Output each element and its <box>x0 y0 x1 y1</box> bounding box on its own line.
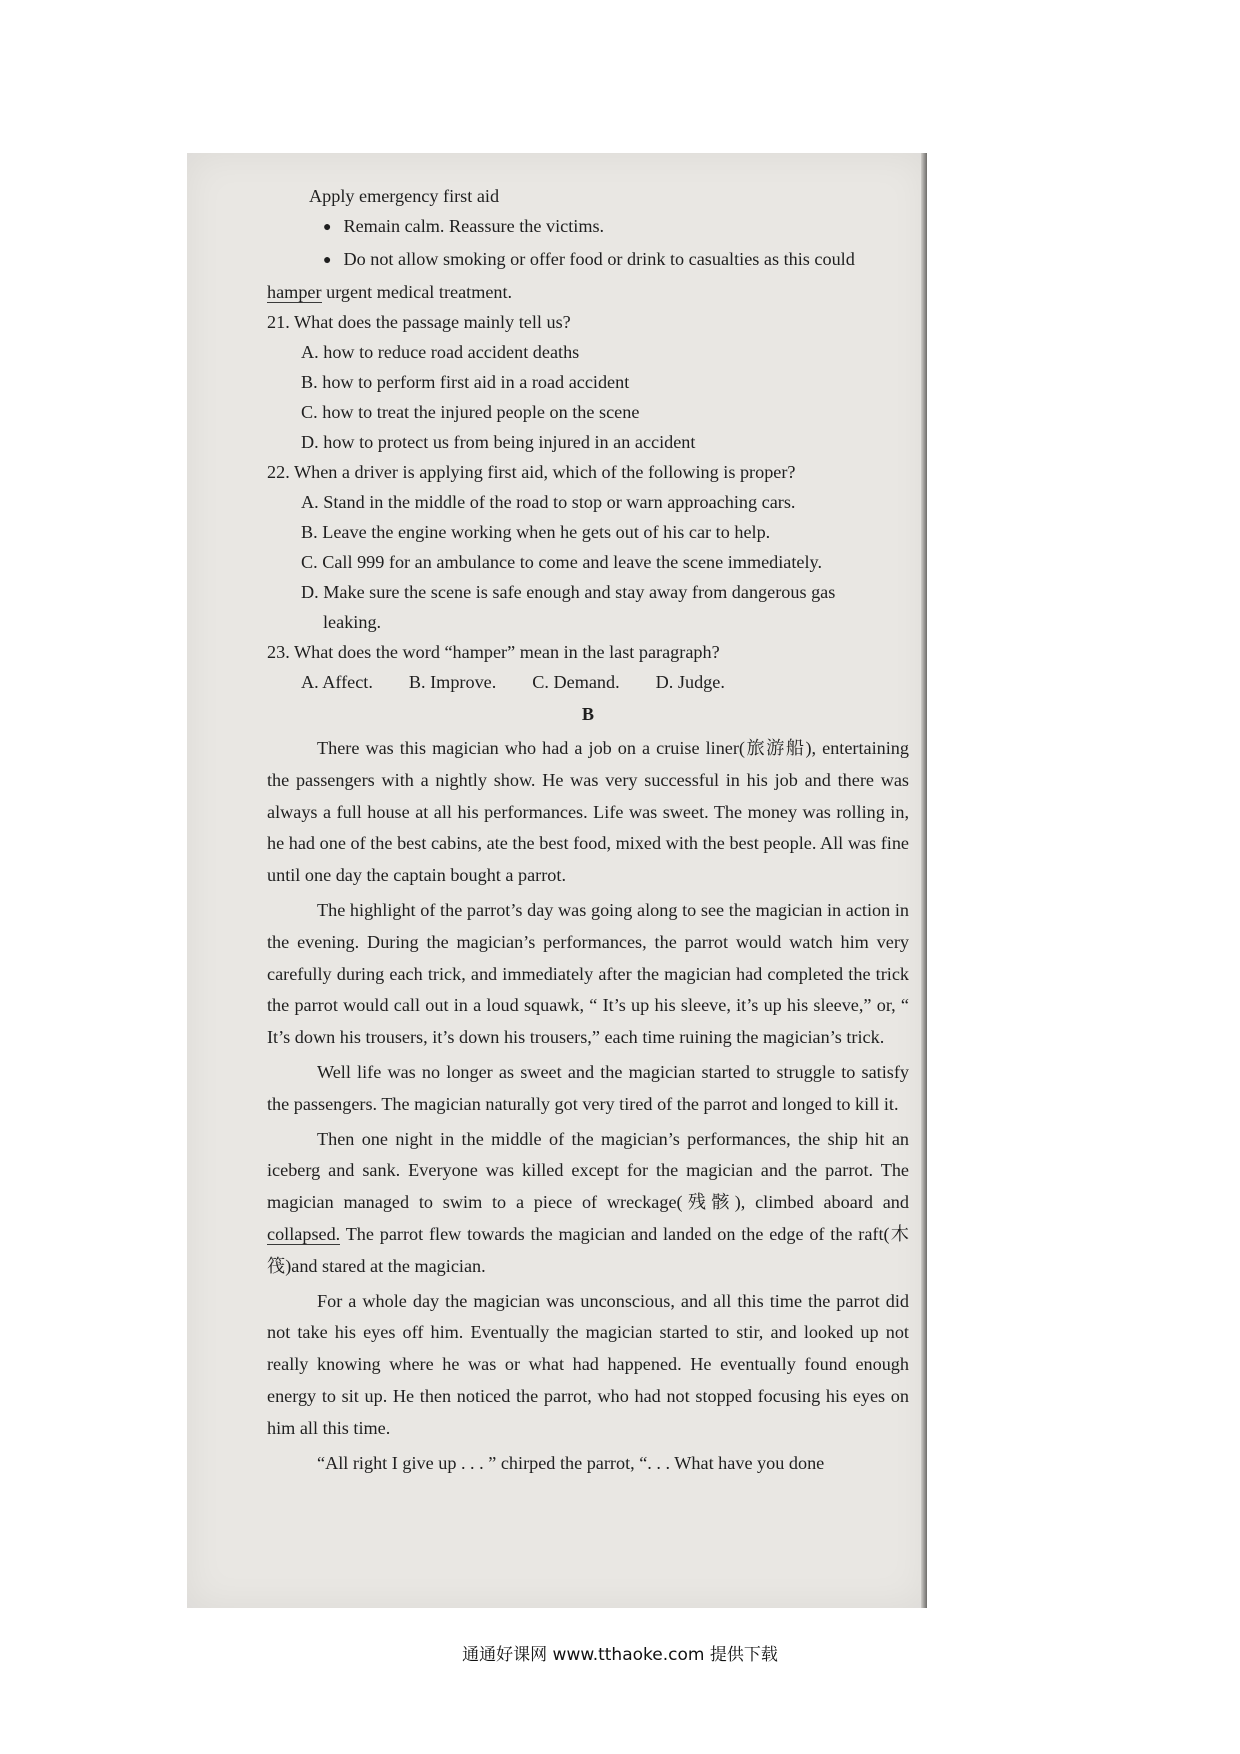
question-23-option-d: D. Judge. <box>655 672 725 692</box>
paragraph-4-end: The parrot flew towards the magician and landed on the edge of the raft(木筏)and stared at the magician. <box>267 1223 909 1276</box>
question-22-stem: 22. When a driver is applying first aid, which of the following is proper? <box>267 462 796 482</box>
passage-b-paragraph-5: For a whole day the magician was unconscious, and all this time the parrot did not take his eyes off him. Eventually the magician started to stir, and looked up not really knowing where he was or what had happened. He eventually found enough energy to sit up. He then noticed the parrot, who had not stopped focusing his eyes on him all this time. <box>267 1290 909 1438</box>
passage-b-paragraph-2: The highlight of the parrot’s day was going along to see the magician in action in the evening. During the magician’s performances, the parrot would watch him very carefully during each trick, and immediately after the magician had completed the trick the parrot would call out in a loud squawk, “ It’s up his sleeve, it’s up his sleeve,” or, “ It’s down his trousers, it’s down his trousers,” each time ruining the magician’s trick. <box>267 899 909 1048</box>
underlined-word-collapsed: collapsed. <box>267 1223 341 1244</box>
question-21-option-a: A. how to reduce road accident deaths <box>301 342 580 362</box>
question-22-option-b: B. Leave the engine working when he gets out of his car to help. <box>301 522 771 542</box>
bullet-no-smoking-rest: urgent medical treatment. <box>321 282 513 302</box>
question-22-option-d: D. Make sure the scene is safe enough and stay away from dangerous gas <box>301 582 836 602</box>
paragraph-4-start: Then one night in the middle of the magician’s performances, the ship hit an iceberg and sank. Everyone was killed except for the magician and the parrot. The magician managed to swim to a piece of wreckage(残骸), climbed aboard and <box>267 1128 909 1213</box>
question-23-option-c: C. Demand. <box>532 672 620 692</box>
page-content <box>267 181 909 1482</box>
question-22-option-a: A. Stand in the middle of the road to stop or warn approaching cars. <box>301 492 796 512</box>
question-21-option-d: D. how to protect us from being injured in an accident <box>301 432 696 452</box>
question-23-option-a: A. Affect. <box>301 672 373 692</box>
question-23-options <box>267 667 909 697</box>
bullet-no-smoking-cont <box>267 277 909 307</box>
question-21-stem: 21. What does the passage mainly tell us? <box>267 312 571 332</box>
question-23-stem: 23. What does the word “hamper” mean in the last paragraph? <box>267 642 720 662</box>
section-b-label: B <box>581 704 595 724</box>
passage-b-paragraph-3: Well life was no longer as sweet and the magician started to struggle to satisfy the passengers. The magician naturally got very tired of the parrot and longed to kill it. <box>267 1061 909 1114</box>
first-aid-heading: Apply emergency first aid <box>309 186 500 206</box>
question-21-option-c: C. how to treat the injured people on the scene <box>301 402 640 422</box>
passage-b-paragraph-4 <box>267 1124 909 1283</box>
question-22-option-d-cont: leaking. <box>323 612 382 632</box>
question-23-option-b: B. Improve. <box>408 672 497 692</box>
download-footer: 通通好课网 www.tthaoke.com 提供下载 <box>462 1645 778 1665</box>
underlined-word-hamper: hamper <box>267 282 322 302</box>
passage-b-paragraph-1: There was this magician who had a job on a cruise liner(旅游船), entertaining the passengers with a nightly show. He was very successful in his job and there was always a full house at all his performances. Life was sweet. The money was rolling in, he had one of the best cabins, ate the best food, mixed with the best people. All was fine until one day the captain bought a parrot. <box>267 738 909 886</box>
passage-b-paragraph-6: “All right I give up . . . ” chirped the parrot, “. . . What have you done <box>317 1452 825 1473</box>
question-22-option-c: C. Call 999 for an ambulance to come and leave the scene immediately. <box>301 552 823 572</box>
scanned-page <box>187 153 927 1608</box>
question-21-option-b: B. how to perform first aid in a road accident <box>301 372 630 392</box>
bullet-no-smoking: ● Do not allow smoking or offer food or drink to casualties as this could <box>267 244 909 277</box>
bullet-remain-calm: ● Remain calm. Reassure the victims. <box>267 211 909 244</box>
